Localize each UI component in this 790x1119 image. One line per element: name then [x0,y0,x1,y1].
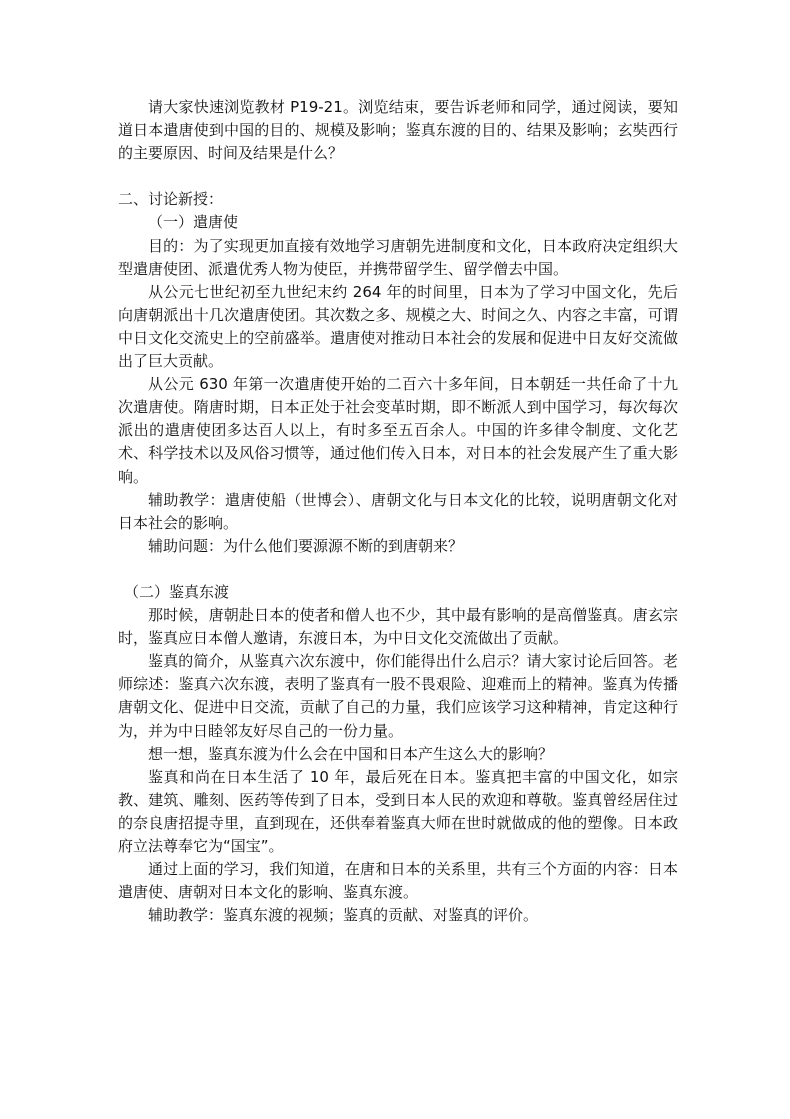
document-page [118,96,678,927]
part2-paragraph-aid-teaching: 辅助教学：鉴真东渡的视频；鉴真的贡献、对鉴真的评价。 [148,906,539,925]
part2-paragraph-discussion: 鉴真的简介，从鉴真六次东渡中，你们能得出什么启示？请大家讨论后回答。老师综述：鉴真六次东渡，表明了鉴真有一股不畏艰险、迎难而上的精神。鉴真为传播唐朝文化、促进中日交流，贡献了自己的力量，我们应该学习这种精神，肯定这种行为，并为中日睦邻友好尽自己的一份力量。 [118,652,678,740]
part2-paragraph-life: 鉴真和尚在日本生活了 10 年，最后死在日本。鉴真把丰富的中国文化，如宗教、建筑、雕刻、医药等传到了日本，受到日本人民的欢迎和尊敬。鉴真曾经居住过的奈良唐招提寺里，直到现在，还供奉着鉴真大师在世时就做成的他的塑像。日本政府立法尊奉它为“国宝”。 [118,767,678,855]
part2-paragraph-summary: 通过上面的学习，我们知道，在唐和日本的关系里，共有三个方面的内容：日本遣唐使、唐朝对日本文化的影响、鉴真东渡。 [118,860,678,902]
section-title: 二、讨论新授： [118,190,224,209]
part1-paragraph-missions: 从公元 630 年第一次遣唐使开始的二百六十多年间，日本朝廷一共任命了十九次遣唐使。隋唐时期，日本正处于社会变革时期，即不断派人到中国学习，每次每次派出的遣唐使团多达百人以上，有时多至五百余人。中国的许多律令制度、文化艺术、科学技术以及风俗习惯等，通过他们传入日本，对日本的社会发展产生了重大影响。 [118,375,678,486]
part1-heading: （一）遣唐使 [148,213,239,232]
part2-paragraph-question: 想一想，鉴真东渡为什么会在中国和日本产生这么大的影响？ [148,744,554,763]
spacer [118,165,678,188]
part1-paragraph-purpose: 目的：为了实现更加直接有效地学习唐朝先进制度和文化，日本政府决定组织大型遣唐使团、派遣优秀人物为使臣，并携带留学生、留学僧去中国。 [118,236,678,278]
spacer [118,558,678,581]
part1-paragraph-aid-question: 辅助问题：为什么他们要源源不断的到唐朝来？ [148,536,464,555]
part2-heading: （二）鉴真东渡 [124,582,230,601]
intro-paragraph: 请大家快速浏览教材 P19-21。浏览结束，要告诉老师和同学，通过阅读，要知道日本遣唐使到中国的目的、规模及影响；鉴真东渡的目的、结果及影响；玄奘西行的主要原因、时间及结果是什么？ [118,98,678,163]
part1-paragraph-aid-teaching: 辅助教学：遣唐使船（世博会）、唐朝文化与日本文化的比较，说明唐朝文化对日本社会的影响。 [118,490,678,532]
part1-paragraph-history: 从公元七世纪初至九世纪末约 264 年的时间里，日本为了学习中国文化，先后向唐朝派出十几次遣唐使团。其次数之多、规模之大、时间之久、内容之丰富，可谓中日文化交流史上的空前盛举。遣唐使对推动日本社会的发展和促进中日友好交流做出了巨大贡献。 [118,282,678,371]
part2-paragraph-intro: 那时候，唐朝赴日本的使者和僧人也不少，其中最有影响的是高僧鉴真。唐玄宗时，鉴真应日本僧人邀请，东渡日本，为中日文化交流做出了贡献。 [118,606,678,648]
